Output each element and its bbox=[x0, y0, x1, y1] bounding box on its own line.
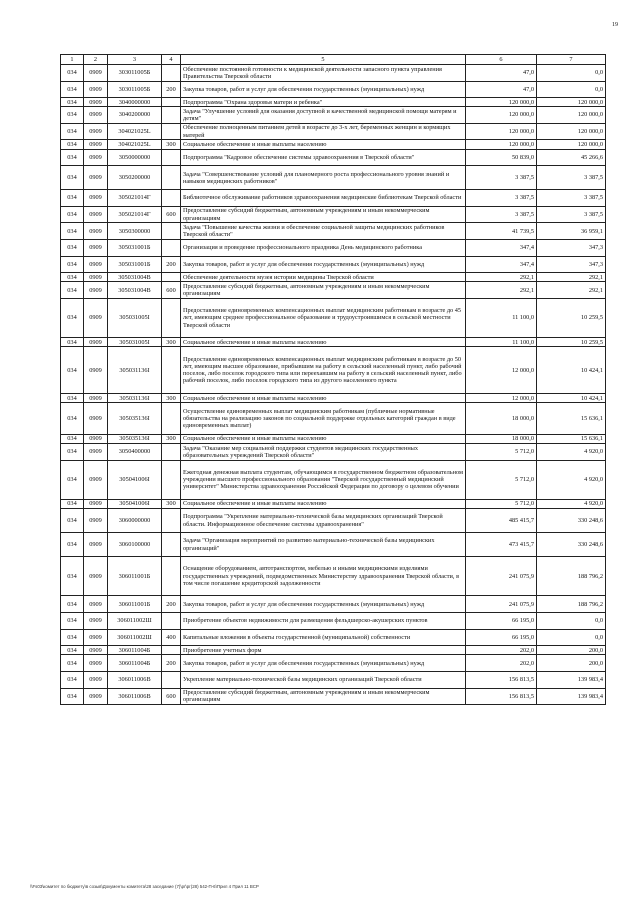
cell-c2: 0909 bbox=[84, 533, 108, 557]
table-row bbox=[61, 149, 606, 166]
cell-c1: 034 bbox=[61, 98, 84, 107]
cell-c7: 10 424,1 bbox=[537, 347, 606, 394]
cell-c6: 66 195,0 bbox=[466, 613, 537, 630]
cell-c2: 0909 bbox=[84, 394, 108, 403]
cell-c4: 200 bbox=[162, 256, 181, 273]
table-row bbox=[61, 98, 606, 107]
cell-c4: 200 bbox=[162, 596, 181, 613]
column-header: 1 bbox=[61, 55, 84, 65]
cell-c6: 241 075,9 bbox=[466, 557, 537, 596]
cell-c2: 0909 bbox=[84, 688, 108, 705]
cell-c1: 034 bbox=[61, 596, 84, 613]
cell-c3: 305031004В bbox=[108, 282, 162, 299]
table-row bbox=[61, 223, 606, 240]
cell-c6: 41 739,5 bbox=[466, 223, 537, 240]
cell-c3: 306011006В bbox=[108, 688, 162, 705]
cell-c2: 0909 bbox=[84, 107, 108, 124]
cell-c2: 0909 bbox=[84, 298, 108, 337]
cell-c3: 306011004Б bbox=[108, 646, 162, 655]
table-row bbox=[61, 443, 606, 460]
cell-c7: 139 983,4 bbox=[537, 688, 606, 705]
cell-c5: Задача "Организация мероприятий по развитию материально-технической базы медицинских организаций" bbox=[181, 533, 466, 557]
cell-c7: 188 796,2 bbox=[537, 596, 606, 613]
cell-c3: 306011004Б bbox=[108, 655, 162, 672]
cell-c3: 305031005І bbox=[108, 338, 162, 347]
table-row bbox=[61, 394, 606, 403]
header-row bbox=[61, 55, 606, 65]
cell-c3: 305031005І bbox=[108, 298, 162, 337]
cell-c5: Социальное обеспечение и иные выплаты населению bbox=[181, 140, 466, 149]
cell-c2: 0909 bbox=[84, 81, 108, 98]
cell-c5: Задача "Совершенствование условий для планомерного роста профессионального уровня знаний и навыков медицинских работников" bbox=[181, 166, 466, 190]
cell-c3: 305031136І bbox=[108, 347, 162, 394]
footer-file-path: \\Fs03\комитет по бюджету\в созыв\Документы комитета\28 заседание (7)\pr\рг(28) 542-П-6\Прил 4 Прил 11 ВСР bbox=[30, 884, 259, 889]
cell-c1: 034 bbox=[61, 443, 84, 460]
cell-c6: 292,1 bbox=[466, 282, 537, 299]
table-row bbox=[61, 688, 606, 705]
cell-c2: 0909 bbox=[84, 557, 108, 596]
cell-c4 bbox=[162, 347, 181, 394]
column-header: 3 bbox=[108, 55, 162, 65]
cell-c3: 3060000000 bbox=[108, 508, 162, 532]
page-number: 19 bbox=[612, 22, 618, 28]
cell-c5: Социальное обеспечение и иные выплаты населению bbox=[181, 394, 466, 403]
cell-c7: 4 920,0 bbox=[537, 443, 606, 460]
cell-c6: 50 839,0 bbox=[466, 149, 537, 166]
cell-c3: 305041006І bbox=[108, 499, 162, 508]
cell-c3: 306011002Ш bbox=[108, 613, 162, 630]
cell-c2: 0909 bbox=[84, 655, 108, 672]
cell-c7: 200,0 bbox=[537, 646, 606, 655]
cell-c4 bbox=[162, 107, 181, 124]
cell-c5: Предоставление субсидий бюджетным, автономным учреждениям и иным некоммерческим организациям bbox=[181, 282, 466, 299]
table-row bbox=[61, 65, 606, 82]
cell-c1: 034 bbox=[61, 107, 84, 124]
table-row bbox=[61, 508, 606, 532]
cell-c1: 034 bbox=[61, 460, 84, 499]
column-header: 2 bbox=[84, 55, 108, 65]
cell-c4 bbox=[162, 533, 181, 557]
cell-c1: 034 bbox=[61, 629, 84, 646]
cell-c2: 0909 bbox=[84, 499, 108, 508]
cell-c4 bbox=[162, 166, 181, 190]
cell-c6: 3 387,5 bbox=[466, 190, 537, 207]
table-row bbox=[61, 107, 606, 124]
cell-c1: 034 bbox=[61, 434, 84, 443]
table-row bbox=[61, 273, 606, 282]
cell-c2: 0909 bbox=[84, 256, 108, 273]
cell-c3: 305031001Б bbox=[108, 240, 162, 257]
cell-c1: 034 bbox=[61, 338, 84, 347]
cell-c5: Приобретение учетных форм bbox=[181, 646, 466, 655]
cell-c2: 0909 bbox=[84, 123, 108, 140]
cell-c1: 034 bbox=[61, 65, 84, 82]
cell-c1: 034 bbox=[61, 671, 84, 688]
cell-c3: 304021025L bbox=[108, 123, 162, 140]
cell-c4: 600 bbox=[162, 282, 181, 299]
table-row bbox=[61, 646, 606, 655]
cell-c7: 139 983,4 bbox=[537, 671, 606, 688]
cell-c1: 034 bbox=[61, 166, 84, 190]
cell-c7: 3 387,5 bbox=[537, 166, 606, 190]
table-row bbox=[61, 655, 606, 672]
table-row bbox=[61, 629, 606, 646]
cell-c1: 034 bbox=[61, 240, 84, 257]
cell-c4: 300 bbox=[162, 434, 181, 443]
cell-c5: Ежегодная денежная выплата студентам, обучающимся в государственном бюджетном образовательном учреждении высшего профессионального образования "Тверской государственный медицинский университет" Министерства здравоохранения Российской Федерации по договору о целевом обучении bbox=[181, 460, 466, 499]
cell-c1: 034 bbox=[61, 533, 84, 557]
cell-c2: 0909 bbox=[84, 223, 108, 240]
cell-c5: Задача "Повышение качества жизни и обеспечение социальной защиты медицинских работников Тверской области" bbox=[181, 223, 466, 240]
table-row bbox=[61, 596, 606, 613]
cell-c6: 5 712,0 bbox=[466, 443, 537, 460]
table-row bbox=[61, 533, 606, 557]
cell-c3: 304021025L bbox=[108, 140, 162, 149]
cell-c7: 15 636,1 bbox=[537, 434, 606, 443]
cell-c6: 11 100,0 bbox=[466, 338, 537, 347]
cell-c7: 36 959,1 bbox=[537, 223, 606, 240]
cell-c7: 120 000,0 bbox=[537, 98, 606, 107]
cell-c7: 330 248,6 bbox=[537, 533, 606, 557]
cell-c1: 034 bbox=[61, 403, 84, 435]
cell-c5: Закупка товаров, работ и услуг для обеспечения государственных (муниципальных) нужд bbox=[181, 256, 466, 273]
cell-c1: 034 bbox=[61, 273, 84, 282]
cell-c4: 300 bbox=[162, 499, 181, 508]
cell-c1: 034 bbox=[61, 688, 84, 705]
cell-c4: 300 bbox=[162, 394, 181, 403]
cell-c2: 0909 bbox=[84, 460, 108, 499]
cell-c1: 034 bbox=[61, 190, 84, 207]
table-row bbox=[61, 347, 606, 394]
column-header: 5 bbox=[181, 55, 466, 65]
cell-c1: 034 bbox=[61, 298, 84, 337]
cell-c2: 0909 bbox=[84, 629, 108, 646]
cell-c4 bbox=[162, 273, 181, 282]
cell-c5: Подпрограмма "Кадровое обеспечение системы здравоохранения в Тверской области" bbox=[181, 149, 466, 166]
cell-c7: 188 796,2 bbox=[537, 557, 606, 596]
cell-c2: 0909 bbox=[84, 347, 108, 394]
cell-c2: 0909 bbox=[84, 434, 108, 443]
table-row bbox=[61, 166, 606, 190]
cell-c7: 292,1 bbox=[537, 273, 606, 282]
cell-c5: Социальное обеспечение и иные выплаты населению bbox=[181, 499, 466, 508]
cell-c1: 034 bbox=[61, 499, 84, 508]
cell-c3: 303011005Б bbox=[108, 65, 162, 82]
cell-c7: 0,0 bbox=[537, 629, 606, 646]
cell-c1: 034 bbox=[61, 347, 84, 394]
cell-c6: 5 712,0 bbox=[466, 499, 537, 508]
cell-c3: 3060100000 bbox=[108, 533, 162, 557]
cell-c7: 120 000,0 bbox=[537, 107, 606, 124]
cell-c6: 156 813,5 bbox=[466, 671, 537, 688]
cell-c1: 034 bbox=[61, 223, 84, 240]
cell-c5: Обеспечение постоянной готовности к медицинской деятельности запасного пункта управления Правительства Тверской области bbox=[181, 65, 466, 82]
cell-c1: 034 bbox=[61, 508, 84, 532]
cell-c6: 3 387,5 bbox=[466, 206, 537, 223]
cell-c1: 034 bbox=[61, 282, 84, 299]
cell-c6: 347,4 bbox=[466, 256, 537, 273]
cell-c2: 0909 bbox=[84, 190, 108, 207]
cell-c2: 0909 bbox=[84, 613, 108, 630]
cell-c4: 200 bbox=[162, 655, 181, 672]
cell-c6: 202,0 bbox=[466, 646, 537, 655]
cell-c5: Задача "Улучшение условий для оказания доступной и качественной медицинской помощи матерям и детям" bbox=[181, 107, 466, 124]
cell-c6: 241 075,9 bbox=[466, 596, 537, 613]
cell-c5: Осуществление единовременных выплат медицинским работникам (публичные нормативные обязательства на реализацию законов по социальной поддержке отдельных категорий граждан в виде единовременных выплат) bbox=[181, 403, 466, 435]
cell-c3: 305031004В bbox=[108, 273, 162, 282]
cell-c2: 0909 bbox=[84, 596, 108, 613]
cell-c7: 10 424,1 bbox=[537, 394, 606, 403]
cell-c2: 0909 bbox=[84, 273, 108, 282]
cell-c4 bbox=[162, 298, 181, 337]
cell-c2: 0909 bbox=[84, 508, 108, 532]
cell-c3: 3040000000 bbox=[108, 98, 162, 107]
cell-c4 bbox=[162, 613, 181, 630]
cell-c5: Подпрограмма "Охрана здоровья матери и ребенка" bbox=[181, 98, 466, 107]
table-row bbox=[61, 338, 606, 347]
cell-c4 bbox=[162, 443, 181, 460]
cell-c7: 0,0 bbox=[537, 613, 606, 630]
cell-c4 bbox=[162, 98, 181, 107]
cell-c6: 5 712,0 bbox=[466, 460, 537, 499]
cell-c1: 034 bbox=[61, 613, 84, 630]
cell-c1: 034 bbox=[61, 206, 84, 223]
cell-c7: 330 248,6 bbox=[537, 508, 606, 532]
table-row bbox=[61, 403, 606, 435]
cell-c2: 0909 bbox=[84, 338, 108, 347]
cell-c2: 0909 bbox=[84, 646, 108, 655]
table-row bbox=[61, 298, 606, 337]
cell-c3: 3050400000 bbox=[108, 443, 162, 460]
cell-c5: Предоставление единовременных компенсационных выплат медицинским работникам в возрасте до 45 лет, имеющим среднее профессиональное образование и трудоустроившимся в сельской местности Тверской области bbox=[181, 298, 466, 337]
cell-c2: 0909 bbox=[84, 149, 108, 166]
cell-c6: 3 387,5 bbox=[466, 166, 537, 190]
cell-c1: 034 bbox=[61, 256, 84, 273]
table-row bbox=[61, 434, 606, 443]
cell-c5: Подпрограмма "Укрепление материально-технической базы медицинских организаций Тверской области. Информационное обеспечение системы здравоохранения" bbox=[181, 508, 466, 532]
table-row bbox=[61, 671, 606, 688]
cell-c2: 0909 bbox=[84, 65, 108, 82]
cell-c7: 15 636,1 bbox=[537, 403, 606, 435]
cell-c5: Социальное обеспечение и иные выплаты населению bbox=[181, 434, 466, 443]
cell-c1: 034 bbox=[61, 394, 84, 403]
table-row bbox=[61, 123, 606, 140]
cell-c5: Задача "Оказание мер социальной поддержки студентов медицинских государственных образовательных учреждений Тверской области" bbox=[181, 443, 466, 460]
cell-c4: 200 bbox=[162, 81, 181, 98]
cell-c6: 18 000,0 bbox=[466, 434, 537, 443]
cell-c6: 347,4 bbox=[466, 240, 537, 257]
cell-c6: 47,0 bbox=[466, 81, 537, 98]
cell-c1: 034 bbox=[61, 140, 84, 149]
cell-c5: Предоставление единовременных компенсационных выплат медицинским работникам в возрасте до 50 лет, имеющим высшее образование, прибывшим на работу в сельский населенный пункт, либо рабочий поселок, либо поселок городского типа или переехавшим на работу в сельский населенный пункт, либо рабочий поселок, либо поселок городского типа из другого населенного пункта bbox=[181, 347, 466, 394]
cell-c4: 300 bbox=[162, 338, 181, 347]
cell-c3: 305021014Г bbox=[108, 206, 162, 223]
cell-c4: 600 bbox=[162, 206, 181, 223]
cell-c4 bbox=[162, 460, 181, 499]
cell-c5: Библиотечное обслуживание работников здравоохранения медицинские библиотекам Тверской области bbox=[181, 190, 466, 207]
cell-c4: 600 bbox=[162, 688, 181, 705]
budget-table bbox=[60, 54, 606, 705]
cell-c5: Закупка товаров, работ и услуг для обеспечения государственных (муниципальных) нужд bbox=[181, 596, 466, 613]
column-header: 4 bbox=[162, 55, 181, 65]
cell-c7: 4 920,0 bbox=[537, 460, 606, 499]
cell-c1: 034 bbox=[61, 557, 84, 596]
cell-c4: 400 bbox=[162, 629, 181, 646]
cell-c4 bbox=[162, 240, 181, 257]
cell-c5: Предоставление субсидий бюджетным, автономным учреждениям и иным некоммерческим организациям bbox=[181, 206, 466, 223]
table-row bbox=[61, 613, 606, 630]
cell-c4 bbox=[162, 223, 181, 240]
cell-c3: 305031136І bbox=[108, 394, 162, 403]
cell-c7: 45 266,6 bbox=[537, 149, 606, 166]
table-row bbox=[61, 557, 606, 596]
cell-c3: 305021014Г bbox=[108, 190, 162, 207]
cell-c6: 485 415,7 bbox=[466, 508, 537, 532]
cell-c4 bbox=[162, 65, 181, 82]
cell-c2: 0909 bbox=[84, 282, 108, 299]
cell-c5: Социальное обеспечение и иные выплаты населению bbox=[181, 338, 466, 347]
cell-c3: 3040200000 bbox=[108, 107, 162, 124]
cell-c2: 0909 bbox=[84, 240, 108, 257]
cell-c2: 0909 bbox=[84, 671, 108, 688]
cell-c3: 306011006В bbox=[108, 671, 162, 688]
cell-c3: 305035136І bbox=[108, 403, 162, 435]
cell-c6: 12 000,0 bbox=[466, 347, 537, 394]
cell-c4 bbox=[162, 123, 181, 140]
table-row bbox=[61, 282, 606, 299]
cell-c3: 306011001Б bbox=[108, 557, 162, 596]
cell-c4 bbox=[162, 190, 181, 207]
cell-c6: 202,0 bbox=[466, 655, 537, 672]
cell-c7: 3 387,5 bbox=[537, 206, 606, 223]
cell-c6: 120 000,0 bbox=[466, 140, 537, 149]
cell-c6: 11 100,0 bbox=[466, 298, 537, 337]
cell-c4 bbox=[162, 403, 181, 435]
cell-c6: 473 415,7 bbox=[466, 533, 537, 557]
cell-c1: 034 bbox=[61, 123, 84, 140]
cell-c5: Обеспечение деятельности музея истории медицины Тверской области bbox=[181, 273, 466, 282]
cell-c3: 3050300000 bbox=[108, 223, 162, 240]
table-row bbox=[61, 240, 606, 257]
cell-c5: Организация и проведение профессионального праздника День медицинского работника bbox=[181, 240, 466, 257]
column-header: 7 bbox=[537, 55, 606, 65]
cell-c3: 305031001Б bbox=[108, 256, 162, 273]
cell-c5: Капитальные вложения в объекты государственной (муниципальной) собственности bbox=[181, 629, 466, 646]
cell-c6: 156 813,5 bbox=[466, 688, 537, 705]
cell-c2: 0909 bbox=[84, 98, 108, 107]
cell-c6: 120 000,0 bbox=[466, 98, 537, 107]
cell-c2: 0909 bbox=[84, 166, 108, 190]
cell-c7: 4 920,0 bbox=[537, 499, 606, 508]
cell-c2: 0909 bbox=[84, 140, 108, 149]
cell-c6: 292,1 bbox=[466, 273, 537, 282]
cell-c1: 034 bbox=[61, 655, 84, 672]
cell-c5: Закупка товаров, работ и услуг для обеспечения государственных (муниципальных) нужд bbox=[181, 81, 466, 98]
cell-c6: 47,0 bbox=[466, 65, 537, 82]
cell-c7: 10 259,5 bbox=[537, 298, 606, 337]
table-row bbox=[61, 190, 606, 207]
cell-c7: 3 387,5 bbox=[537, 190, 606, 207]
cell-c7: 0,0 bbox=[537, 81, 606, 98]
cell-c6: 12 000,0 bbox=[466, 394, 537, 403]
cell-c3: 305035136І bbox=[108, 434, 162, 443]
cell-c4 bbox=[162, 671, 181, 688]
cell-c3: 3050200000 bbox=[108, 166, 162, 190]
cell-c7: 347,3 bbox=[537, 240, 606, 257]
cell-c1: 034 bbox=[61, 81, 84, 98]
cell-c4 bbox=[162, 646, 181, 655]
cell-c7: 347,3 bbox=[537, 256, 606, 273]
cell-c3: 303011005Б bbox=[108, 81, 162, 98]
cell-c3: 306011002Ш bbox=[108, 629, 162, 646]
table-row bbox=[61, 460, 606, 499]
cell-c7: 120 000,0 bbox=[537, 140, 606, 149]
table-row bbox=[61, 499, 606, 508]
cell-c7: 292,1 bbox=[537, 282, 606, 299]
cell-c2: 0909 bbox=[84, 206, 108, 223]
table-row bbox=[61, 206, 606, 223]
table-row bbox=[61, 256, 606, 273]
cell-c7: 200,0 bbox=[537, 655, 606, 672]
cell-c5: Приобретение объектов недвижимости для размещения фельдшерско-акушерских пунктов bbox=[181, 613, 466, 630]
cell-c5: Предоставление субсидий бюджетным, автономным учреждениям и иным некоммерческим организациям bbox=[181, 688, 466, 705]
cell-c7: 0,0 bbox=[537, 65, 606, 82]
cell-c5: Обеспечение полноценным питанием детей в возрасте до 3-х лет, беременных женщин и кормящих матерей bbox=[181, 123, 466, 140]
cell-c6: 120 000,0 bbox=[466, 123, 537, 140]
cell-c5: Оснащение оборудованием, автотранспортом, мебелью и иными медицинскими изделиями государственных учреждений, подведомственных Министерству здравоохранения Тверской области, в том числе погашение кредиторской задолженности bbox=[181, 557, 466, 596]
column-header: 6 bbox=[466, 55, 537, 65]
cell-c5: Закупка товаров, работ и услуг для обеспечения государственных (муниципальных) нужд bbox=[181, 655, 466, 672]
cell-c3: 3050000000 bbox=[108, 149, 162, 166]
cell-c6: 66 195,0 bbox=[466, 629, 537, 646]
cell-c7: 10 259,5 bbox=[537, 338, 606, 347]
cell-c7: 120 000,0 bbox=[537, 123, 606, 140]
cell-c3: 306011001Б bbox=[108, 596, 162, 613]
table-row bbox=[61, 140, 606, 149]
cell-c1: 034 bbox=[61, 149, 84, 166]
cell-c4: 300 bbox=[162, 140, 181, 149]
cell-c6: 18 000,0 bbox=[466, 403, 537, 435]
cell-c2: 0909 bbox=[84, 443, 108, 460]
cell-c4 bbox=[162, 149, 181, 166]
cell-c2: 0909 bbox=[84, 403, 108, 435]
cell-c4 bbox=[162, 508, 181, 532]
cell-c5: Укрепление материально-технической базы медицинских организаций Тверской области bbox=[181, 671, 466, 688]
cell-c3: 305041006І bbox=[108, 460, 162, 499]
cell-c4 bbox=[162, 557, 181, 596]
cell-c1: 034 bbox=[61, 646, 84, 655]
cell-c6: 120 000,0 bbox=[466, 107, 537, 124]
table-row bbox=[61, 81, 606, 98]
